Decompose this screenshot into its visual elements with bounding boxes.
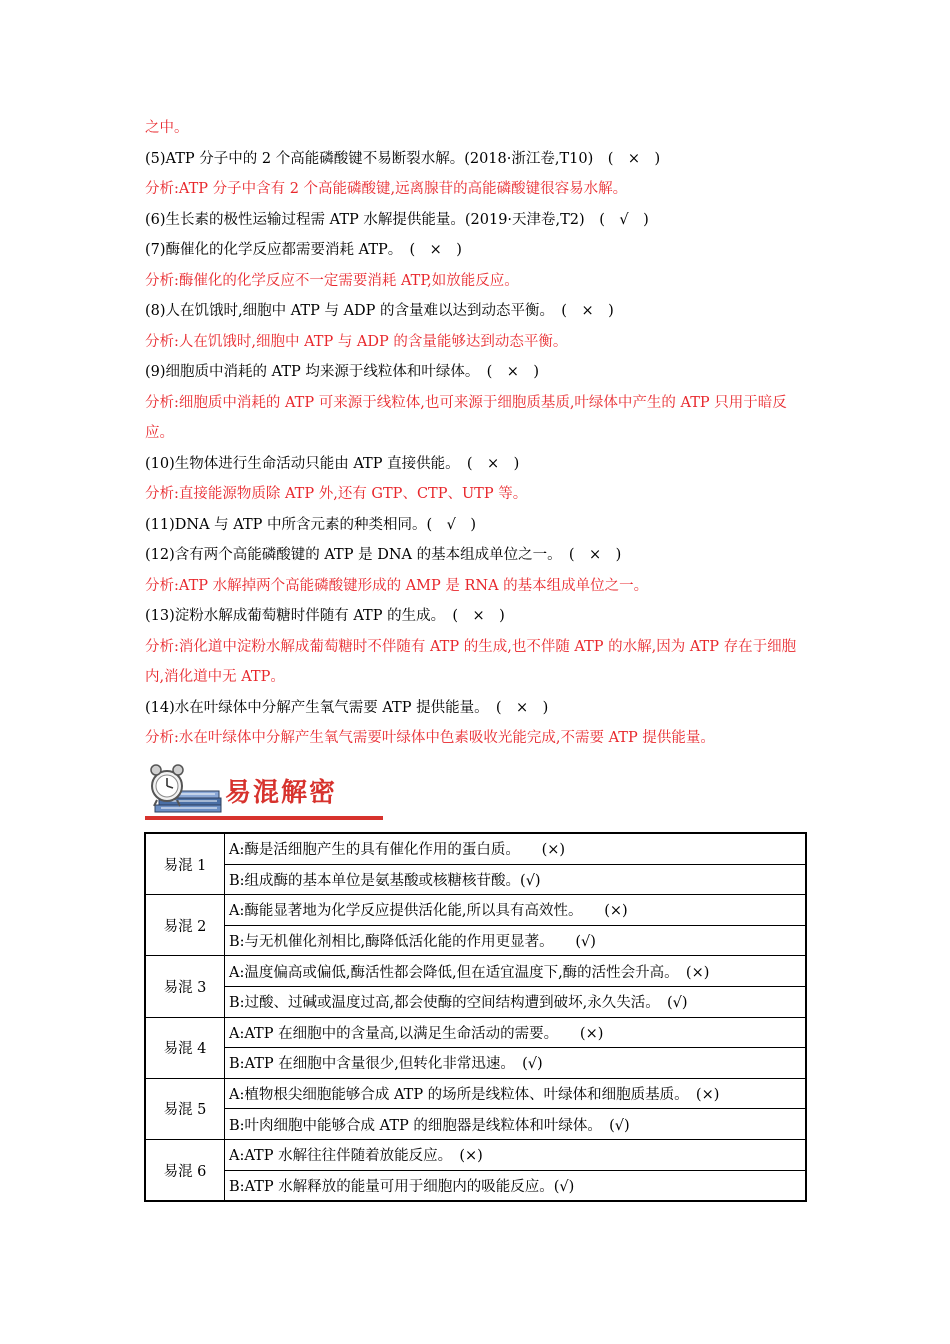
question-line: (6)生长素的极性运输过程需 ATP 水解提供能量。(2019·天津卷,T2) ( √ ) bbox=[145, 211, 649, 228]
confusion-label: 易混 5 bbox=[145, 1078, 225, 1139]
question-line: (5)ATP 分子中的 2 个高能磷酸键不易断裂水解。(2018·浙江卷,T10) ( × ) bbox=[145, 150, 661, 167]
analysis-line: 分析:直接能源物质除 ATP 外,还有 GTP、CTP、UTP 等。 bbox=[145, 486, 528, 502]
statement-b: B:ATP 水解释放的能量可用于细胞内的吸能反应。(√) bbox=[225, 1170, 807, 1201]
table-row bbox=[145, 1170, 806, 1201]
alarm-clock-books-icon bbox=[145, 760, 223, 818]
confusion-label: 易混 6 bbox=[145, 1139, 225, 1201]
question-line: (12)含有两个高能磷酸键的 ATP 是 DNA 的基本组成单位之一。 ( × ) bbox=[145, 547, 622, 563]
statement-b: B:ATP 在细胞中含量很少,但转化非常迅速。 (√) bbox=[225, 1048, 807, 1079]
question-line: (10)生物体进行生命活动只能由 ATP 直接供能。 ( × ) bbox=[145, 455, 520, 472]
confusion-table bbox=[144, 832, 807, 1202]
table-row bbox=[145, 986, 806, 1017]
table-row bbox=[145, 1017, 806, 1048]
question-line: (14)水在叶绿体中分解产生氧气需要 ATP 提供能量。 ( × ) bbox=[145, 699, 549, 716]
confusion-label: 易混 2 bbox=[145, 895, 225, 956]
analysis-line: 分析:酶催化的化学反应不一定需要消耗 ATP,如放能反应。 bbox=[145, 272, 519, 289]
question-line: (11)DNA 与 ATP 中所含元素的种类相同。( √ ) bbox=[145, 516, 477, 533]
table-row bbox=[145, 956, 806, 987]
table-row bbox=[145, 1048, 806, 1079]
table-row bbox=[145, 925, 806, 956]
heading-rule bbox=[145, 816, 383, 820]
statement-a: A:植物根尖细胞能够合成 ATP 的场所是线粒体、叶绿体和细胞质基质。 (×) bbox=[225, 1078, 807, 1109]
question-line: (8)人在饥饿时,细胞中 ATP 与 ADP 的含量难以达到动态平衡。 ( × ) bbox=[145, 303, 614, 319]
statement-b: B:过酸、过碱或温度过高,都会使酶的空间结构遭到破坏,永久失活。 (√) bbox=[225, 986, 807, 1017]
analysis-line: 分析:ATP 水解掉两个高能磷酸键形成的 AMP 是 RNA 的基本组成单位之一。 bbox=[145, 577, 649, 594]
question-line: (13)淀粉水解成葡萄糖时伴随有 ATP 的生成。 ( × ) bbox=[145, 608, 505, 624]
table-row bbox=[145, 1078, 806, 1109]
analysis-line: 分析:人在饥饿时,细胞中 ATP 与 ADP 的含量能够达到动态平衡。 bbox=[145, 333, 568, 350]
table-row bbox=[145, 864, 806, 895]
statement-a: A:ATP 在细胞中的含量高,以满足生命活动的需要。 (×) bbox=[225, 1017, 807, 1048]
analysis-line: 分析:细胞质中消耗的 ATP 可来源于线粒体,也可来源于细胞质基质,叶绿体中产生的 ATP 只用于暗反应。 bbox=[145, 394, 787, 441]
table-row bbox=[145, 895, 806, 926]
confusion-label: 易混 3 bbox=[145, 956, 225, 1017]
statement-a: A:酶是活细胞产生的具有催化作用的蛋白质。 (×) bbox=[225, 833, 807, 864]
question-line: (9)细胞质中消耗的 ATP 均来源于线粒体和叶绿体。 ( × ) bbox=[145, 364, 540, 380]
section-title: 易混解密 bbox=[225, 778, 338, 808]
statement-a: A:ATP 水解往往伴随着放能反应。 (×) bbox=[225, 1139, 807, 1170]
analysis-line: 分析:ATP 分子中含有 2 个高能磷酸键,远离腺苷的高能磷酸键很容易水解。 bbox=[145, 181, 628, 197]
statement-b: B:叶肉细胞中能够合成 ATP 的细胞器是线粒体和叶绿体。 (√) bbox=[225, 1109, 807, 1140]
question-line: (7)酶催化的化学反应都需要消耗 ATP。 ( × ) bbox=[145, 242, 462, 258]
table-row bbox=[145, 1109, 806, 1140]
analysis-line: 分析:消化道中淀粉水解成葡萄糖时不伴随有 ATP 的生成,也不伴随 ATP 的水解,因为 ATP 存在于细胞内,消化道中无 ATP。 bbox=[145, 638, 797, 685]
statement-b: B:组成酶的基本单位是氨基酸或核糖核苷酸。(√) bbox=[225, 864, 807, 895]
statement-a: A:温度偏高或偏低,酶活性都会降低,但在适宜温度下,酶的活性会升高。 (×) bbox=[225, 956, 807, 987]
confusion-label: 易混 1 bbox=[145, 833, 225, 895]
analysis-line: 分析:水在叶绿体中分解产生氧气需要叶绿体中色素吸收光能完成,不需要 ATP 提供能量。 bbox=[145, 730, 715, 746]
section-heading bbox=[145, 760, 385, 822]
confusion-label: 易混 4 bbox=[145, 1017, 225, 1078]
question-list bbox=[145, 113, 810, 754]
table-row bbox=[145, 1139, 806, 1170]
table-row bbox=[145, 833, 806, 864]
analysis-line: 之中。 bbox=[145, 120, 189, 136]
statement-b: B:与无机催化剂相比,酶降低活化能的作用更显著。 (√) bbox=[225, 925, 807, 956]
statement-a: A:酶能显著地为化学反应提供活化能,所以具有高效性。 (×) bbox=[225, 895, 807, 926]
